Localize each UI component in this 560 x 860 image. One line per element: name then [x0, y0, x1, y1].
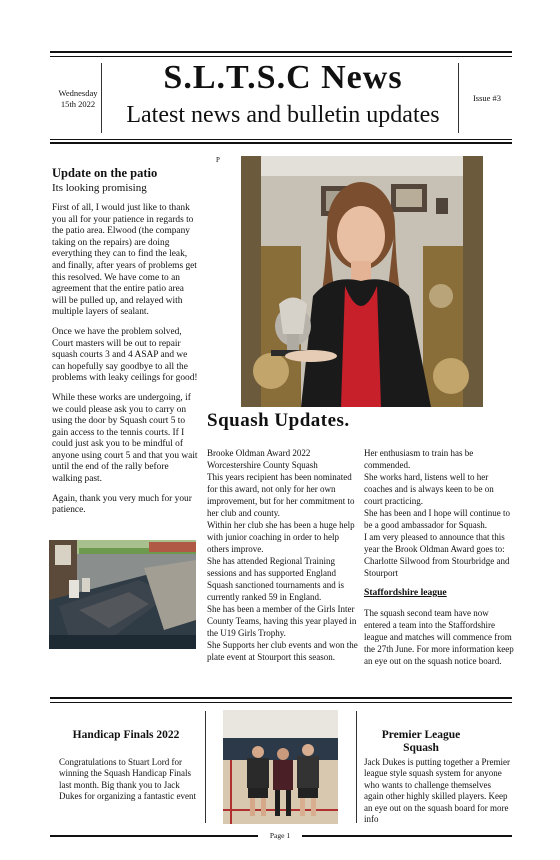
issue-date: Wednesday 15th 2022: [58, 88, 98, 109]
stray-letter: P: [216, 156, 220, 164]
squash-paragraph: She has been and I hope will continue to be a good ambassador for Squash.: [364, 508, 510, 530]
patio-subheading: Its looking promising: [52, 182, 147, 194]
issue-number: Issue #3: [472, 93, 502, 103]
award-county: Worcestershire County Squash: [207, 460, 318, 470]
squash-paragraph: Her enthusiasm to train has be commended.: [364, 448, 474, 470]
page-number: Page 1: [258, 831, 302, 840]
footer-rule-thin: [50, 702, 512, 703]
patio-heading: Update on the patio: [52, 166, 158, 180]
award-title: Brooke Oldman Award 2022: [207, 448, 311, 458]
squash-paragraph: She works hard, listens well to her coaches and is always keen to be on court practicing.: [364, 472, 494, 506]
handicap-photo: [223, 710, 338, 824]
top-rule-thick: [50, 51, 512, 53]
masthead-title: S.L.T.S.C News: [163, 59, 403, 96]
squash-paragraph: She has been a member of the Girls Inter County Teams, having this year played in the U19 Girls Trophy.: [207, 604, 357, 638]
footer-divider-left: [205, 711, 206, 823]
squash-heading: Squash Updates.: [207, 410, 350, 431]
masthead-divider-right: [458, 63, 459, 133]
patio-photo: [49, 540, 196, 649]
league-heading: Staffordshire league: [364, 587, 447, 598]
masthead-bottom-rule-thick: [50, 142, 512, 144]
squash-column-b: [364, 447, 514, 667]
squash-paragraph: Within her club she has been a huge help with junior coaching in order to help others improve.: [207, 520, 355, 554]
patio-paragraph: Again, thank you very much for your patience.: [52, 493, 192, 516]
squash-paragraph: She has attended Regional Training sessions and has supported England Squash sanctioned tournaments and is currently ranked 59 in England.: [207, 556, 344, 602]
patio-article: [52, 166, 200, 525]
masthead-divider-left: [101, 63, 102, 133]
handicap-heading: Handicap Finals 2022: [72, 729, 180, 741]
squash-paragraph: This years recipient has been nominated for this award, not only for her own improvement, but for her commitment to her club and county.: [207, 472, 355, 518]
masthead-bottom-rule-thin: [50, 139, 512, 140]
award-photo: [241, 156, 483, 407]
footer-divider-right: [356, 711, 357, 823]
premier-heading: Premier League Squash: [381, 729, 461, 754]
patio-paragraph: Once we have the problem solved, Court masters will be out to repair squash courts 3 and 4 ASAP and we can hopefully say goodbye to all the problems with leaky ceilings for good!: [52, 326, 198, 384]
patio-paragraph: First of all, I would just like to thank you all for your patience in regards to the patio area. Elwood (the company taking on the repairs) are doing everything they can to find the leak, and finally, after years of problems get this resolved. We have come to an agreement that the entire patio area will be pulled up, and relayed with multiple layers of sealant.: [52, 203, 197, 318]
footer-rule-thick: [50, 697, 512, 699]
handicap-text: Congratulations to Stuart Lord for winning the Squash Handicap Finals last month. Big thank you to Jack Dukes for organizing a fantastic event: [59, 757, 197, 802]
premier-text: Jack Dukes is putting together a Premier league style squash system for anyone who wants to challenge themselves again other highly skilled players. Keep an eye out on the squash board for more info: [364, 757, 510, 825]
masthead-subtitle: Latest news and bulletin updates: [126, 102, 440, 128]
squash-column-a: [207, 447, 359, 663]
top-rule-thin: [50, 56, 512, 57]
patio-paragraph: While these works are undergoing, if we could please ask you to carry on using the door by Squash court 5 to gain access to the tennis courts. If I could just ask you to be mindful of anyone using court 5 and that you wait until the end of the rally before walking past.: [52, 392, 198, 485]
squash-paragraph: She Supports her club events and won the plate event at Stourport this season.: [207, 640, 358, 662]
squash-paragraph: I am very pleased to announce that this year the Brook Oldman Award goes to: Charlotte Silwood from Stourbridge and Stourport: [364, 532, 510, 578]
league-text: The squash second team have now entered a team into the Staffordshire league and matches will commence from the 27th June. For more information keep an eye out on the squash notice board.: [364, 608, 514, 666]
